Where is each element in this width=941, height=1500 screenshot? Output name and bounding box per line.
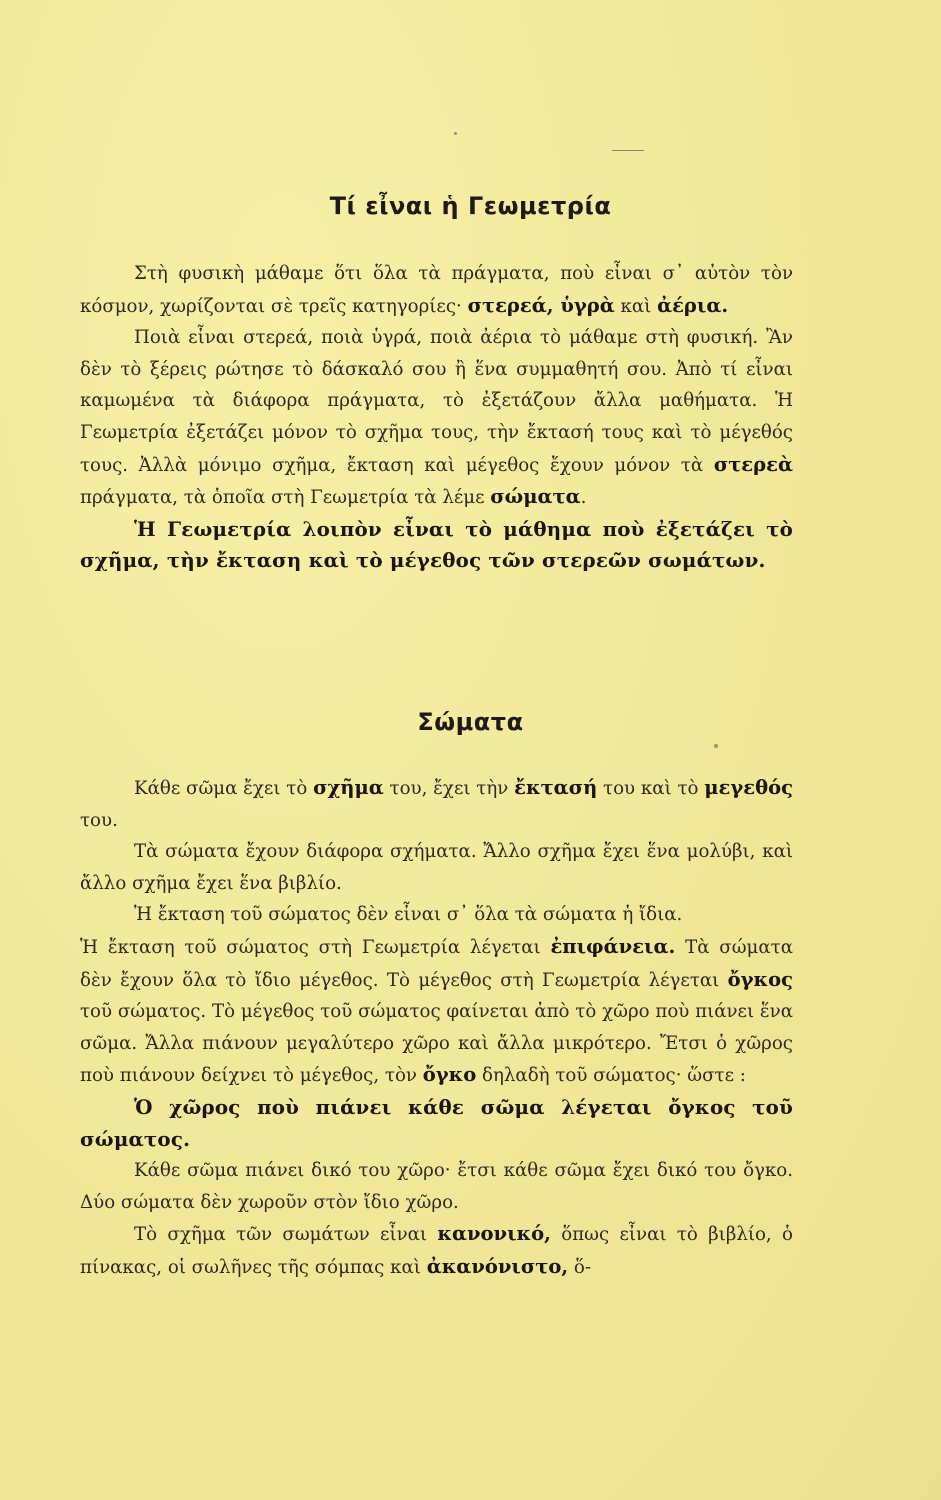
bold-term: ἀκανόνιστο, bbox=[426, 1254, 569, 1278]
text-run: . bbox=[580, 487, 587, 509]
paragraph bbox=[80, 931, 793, 1092]
section-body bbox=[80, 258, 793, 577]
text-run: ὅπως εἶναι τὸ βιβλίο, ὁ πίνακας, οἱ σωλῆνες τῆς σόμπας καὶ bbox=[80, 1224, 793, 1278]
paragraph bbox=[80, 322, 793, 514]
text-run: καὶ bbox=[614, 295, 658, 317]
section-body bbox=[80, 772, 793, 1284]
bold-term: ἔκτασή bbox=[514, 776, 598, 799]
bold-term: στερεὰ bbox=[713, 452, 793, 476]
text-run: τοῦ σώματος. Τὸ μέγεθος τοῦ σώματος φαίνεται ἀπὸ τὸ χῶρο ποὺ πιάνει ἕνα σῶμα. Ἄλλα πιάνουν μεγαλύτερο χῶρο καὶ ἄλλα μικρότερο. Ἔτσι ὁ χῶρος ποὺ πιάνουν δείχνει τὸ μέγεθος, τὸν bbox=[80, 1001, 793, 1087]
text-run: του, ἔχει τὴν bbox=[383, 778, 515, 799]
bold-term: σώματα bbox=[490, 485, 581, 509]
text-run: Ποιὰ εἶναι στερεά, ποιὰ ὑγρά, ποιὰ ἀέρια τὸ μάθαμε στὴ φυσική. Ἂν δὲν τὸ ξέρεις ρώτησε τὸ δάσκαλό σου ἢ ἕνα συμμαθητή σου. Ἀπὸ τί εἶναι καμωμένα τὰ διάφορα πράγματα, τὸ ἐξετάζουν ἄλλα μαθήματα. Ἡ Γεωμετρία ἐξετάζει μόνον τὸ σχῆμα τους, τὴν ἔκτασή τους καὶ τὸ μέγεθός τους. Ἀλλὰ μόνιμο σχῆμα, ἔκταση καὶ μέγεθος ἔχουν μόνον τὰ bbox=[80, 327, 793, 476]
text-run: του. bbox=[80, 809, 118, 831]
definition: Ἡ Γεωμετρία λοιπὸν εἶναι τὸ μάθημα ποὺ ἐξετάζει τὸ σχῆμα, τὴν ἔκταση καὶ τὸ μέγεθος τῶν στερεῶν σωμάτων. bbox=[80, 516, 793, 573]
section-title: Σώματα bbox=[417, 708, 524, 736]
text-run: Ἡ ἔκταση τοῦ σώματος στὴ Γεωμετρία λέγεται bbox=[80, 936, 551, 958]
text-run: πράγματα, τὰ ὁποῖα στὴ Γεωμετρία τὰ λέμε bbox=[80, 487, 491, 509]
bold-term: ὄγκος bbox=[727, 967, 793, 991]
paragraph: Ἡ ἔκταση τοῦ σώματος δὲν εἶναι σ᾿ ὅλα τὰ σώματα ἡ ἴδια. bbox=[134, 904, 683, 926]
text-run: Τὰ σώματα δὲν ἔχουν ὅλα τὸ ἴδιο μέγεθος. Τὸ μέγεθος στὴ Γεωμετρία λέγεται bbox=[80, 936, 793, 991]
bold-term: ἐπιφάνεια. bbox=[550, 934, 676, 958]
bold-term: ἀέρια. bbox=[657, 293, 729, 317]
bold-term: μεγεθός bbox=[704, 776, 793, 799]
text-run: Τὸ σχῆμα τῶν σωμάτων εἶναι bbox=[134, 1224, 438, 1246]
text-run: δηλαδὴ τοῦ σώματος· ὥστε : bbox=[476, 1065, 746, 1087]
decorative-dot bbox=[714, 744, 718, 748]
decorative-dash bbox=[612, 150, 644, 151]
text-run: του καὶ τὸ bbox=[597, 778, 705, 799]
definition: Ὁ χῶρος ποὺ πιάνει κάθε σῶμα λέγεται ὄγκος τοῦ σώματος. bbox=[80, 1094, 793, 1151]
bold-term: σχῆμα bbox=[313, 776, 384, 799]
bold-term: στερεά, ὑγρὰ bbox=[467, 293, 615, 317]
bold-term: κανονικό, bbox=[437, 1222, 551, 1246]
section-title: Τί εἶναι ἡ Γεωμετρία bbox=[329, 192, 612, 220]
paragraph bbox=[80, 1218, 793, 1283]
paragraph bbox=[80, 258, 793, 322]
paragraph: Τὰ σώματα ἔχουν διάφορα σχήματα. Ἄλλο σχῆμα ἔχει ἕνα μολύβι, καὶ ἄλλο σχῆμα ἔχει ἕνα βιβλίο. bbox=[80, 841, 793, 894]
paragraph bbox=[80, 772, 793, 836]
text-run: Στὴ φυσικὴ μάθαμε ὅτι ὅλα τὰ πράγματα, ποὺ εἶναι σ᾿ αὐτὸν τὸν κόσμον, χωρίζονται σὲ τρεῖς κατηγορίες· bbox=[80, 263, 793, 317]
text-run: Κάθε σῶμα ἔχει τὸ bbox=[134, 778, 314, 799]
decorative-dot bbox=[454, 132, 457, 135]
text-run: ὅ- bbox=[568, 1256, 592, 1278]
paragraph: Κάθε σῶμα πιάνει δικό του χῶρο· ἔτσι κάθε σῶμα ἔχει δικό του ὄγκο. Δύο σώματα δὲν χωροῦν στὸν ἴδιο χῶρο. bbox=[80, 1160, 793, 1213]
bold-term: ὄγκο bbox=[422, 1063, 477, 1087]
